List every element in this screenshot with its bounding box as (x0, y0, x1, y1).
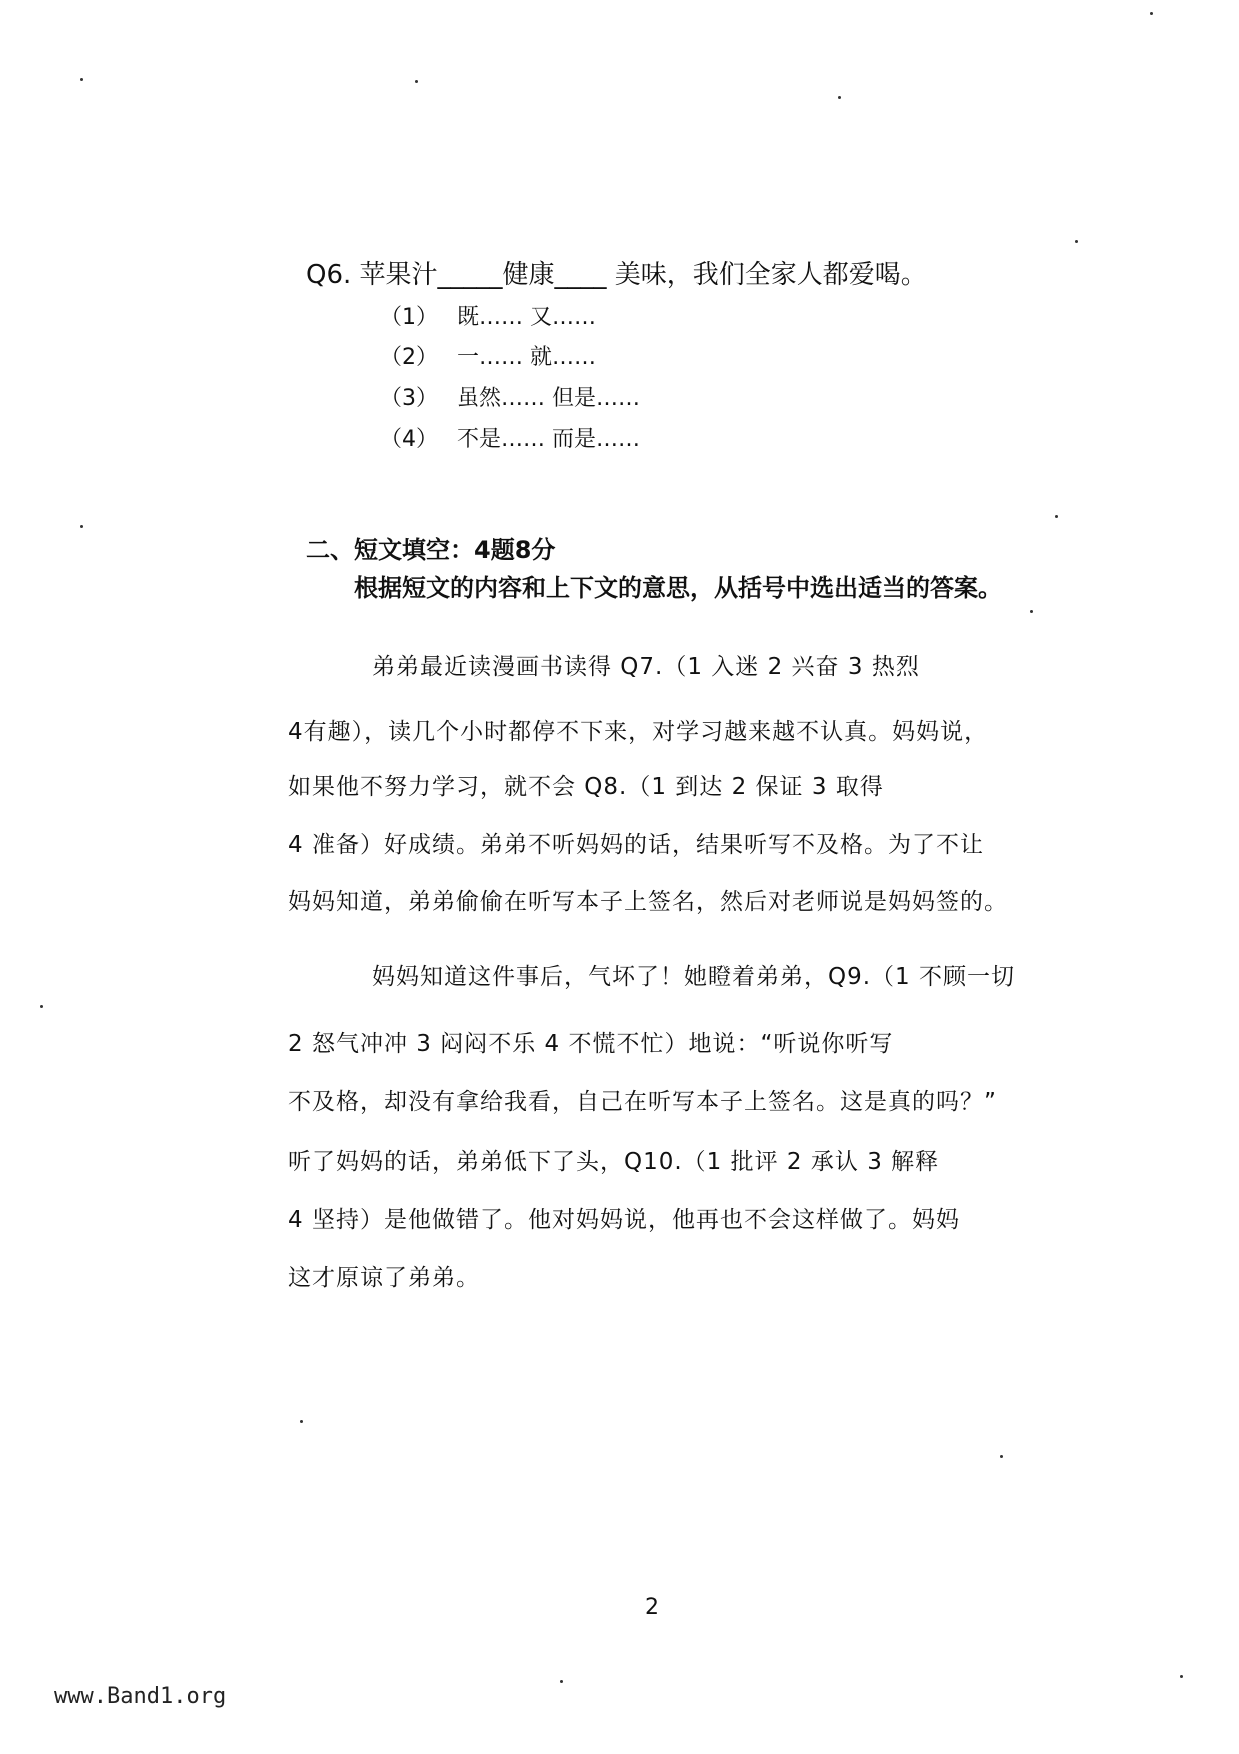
passage-line: 如果他不努力学习，就不会 Q8.（1 到达 2 保证 3 取得 (288, 774, 884, 800)
option-text: 既…… 又…… (457, 305, 596, 330)
scan-speck (560, 1680, 563, 1683)
passage-line: 4有趣），读几个小时都停不下来，对学习越来越不认真。妈妈说， (288, 719, 989, 745)
passage-line: 4 准备）好成绩。弟弟不听妈妈的话，结果听写不及格。为了不让 (288, 832, 984, 858)
scan-speck (300, 1420, 303, 1423)
passage-line: 听了妈妈的话，弟弟低下了头，Q10.（1 批评 2 承认 3 解释 (288, 1149, 940, 1175)
section-instruction: 根据短文的内容和上下文的意思，从括号中选出适当的答案。 (354, 574, 1002, 602)
passage-line: 妈妈知道这件事后，气坏了！她瞪着弟弟，Q9.（1 不顾一切 (372, 964, 1015, 990)
page-number: 2 (645, 1595, 659, 1620)
scan-speck (1075, 240, 1078, 243)
scan-speck (40, 1005, 43, 1008)
q6-option-3 (380, 381, 640, 412)
passage-line: 这才原谅了弟弟。 (288, 1265, 480, 1291)
scan-speck (1055, 515, 1058, 518)
scan-speck (1180, 1675, 1183, 1678)
passage-line: 妈妈知道，弟弟偷偷在听写本子上签名，然后对老师说是妈妈签的。 (288, 889, 1008, 915)
option-number: （2） (380, 345, 438, 370)
scan-speck (838, 96, 841, 99)
option-number: （4） (380, 427, 438, 452)
option-text: 一…… 就…… (457, 345, 596, 370)
scan-speck (415, 80, 418, 83)
option-text: 虽然…… 但是…… (457, 386, 640, 411)
scan-speck (80, 525, 83, 528)
passage-line: 不及格，却没有拿给我看，自己在听写本子上签名。这是真的吗？” (288, 1089, 997, 1115)
passage-line: 4 坚持）是他做错了。他对妈妈说，他再也不会这样做了。妈妈 (288, 1207, 960, 1233)
q6-option-4 (380, 422, 640, 453)
scan-speck (1000, 1455, 1003, 1458)
option-number: （1） (380, 305, 438, 330)
section-title: 二、短文填空：4题8分 (306, 536, 556, 564)
scan-speck (1030, 610, 1033, 613)
option-number: （3） (380, 386, 438, 411)
passage-line: 2 怒气冲冲 3 闷闷不乐 4 不慌不忙）地说：“听说你听写 (288, 1031, 894, 1057)
question-6-stem: Q6. 苹果汁_____健康____ 美味，我们全家人都爱喝。 (306, 260, 927, 290)
scan-speck (80, 78, 83, 81)
q6-option-1 (380, 300, 596, 331)
passage-line: 弟弟最近读漫画书读得 Q7.（1 入迷 2 兴奋 3 热烈 (372, 654, 920, 680)
scan-speck (1150, 12, 1153, 15)
footer-url: www.Band1.org (54, 1684, 227, 1709)
option-text: 不是…… 而是…… (457, 427, 640, 452)
q6-option-2 (380, 340, 596, 371)
